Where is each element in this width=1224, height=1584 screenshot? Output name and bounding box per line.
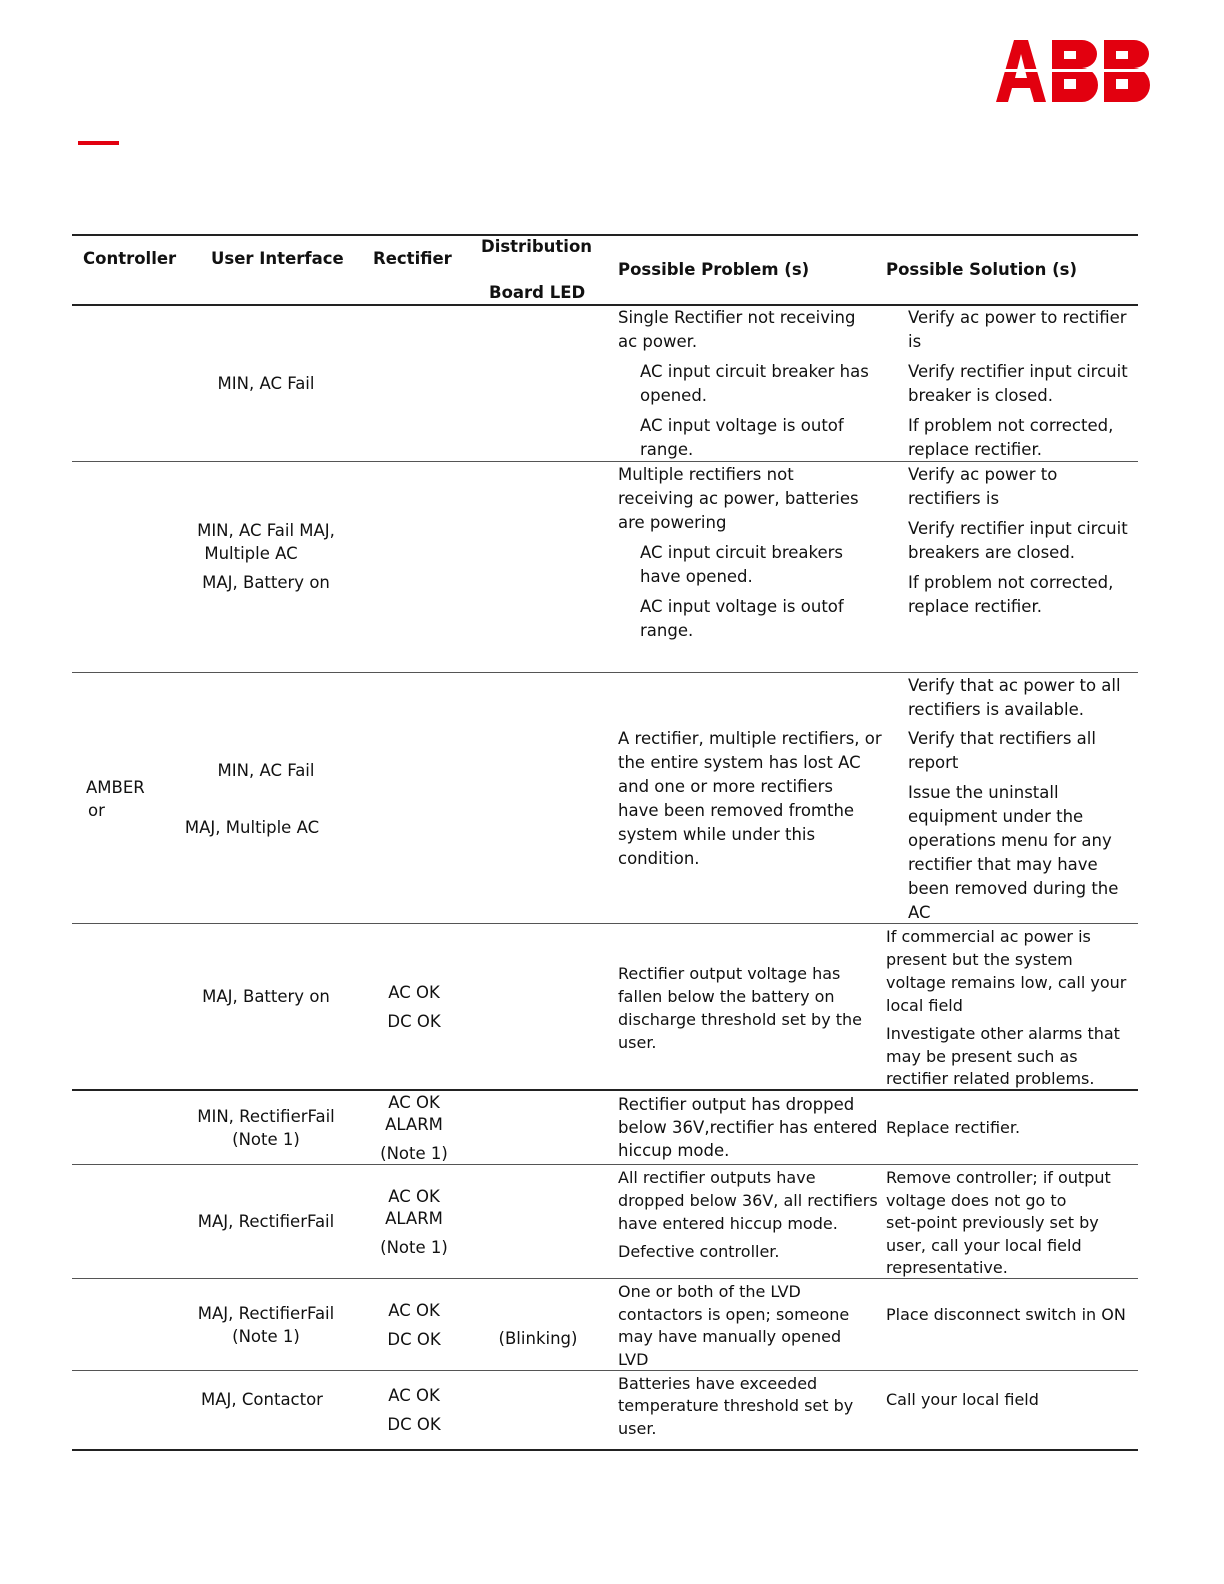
table-cell-problem: AC input voltage is outof	[640, 597, 844, 616]
table-cell-problem: range.	[640, 440, 694, 459]
header-possible-problems: Possible Problem (s)	[618, 260, 810, 279]
table-cell-ui: MAJ, RectifierFail	[197, 1212, 335, 1231]
table-cell-rectifier: DC OK	[387, 1330, 441, 1349]
table-cell-solution: breaker is closed.	[908, 386, 1053, 405]
table-top-rule	[72, 234, 1138, 236]
table-cell-solution: rectifier that may have	[908, 855, 1098, 874]
table-cell-problem: ac power.	[618, 332, 698, 351]
table-cell-problem: All rectifier outputs have	[618, 1168, 816, 1187]
table-cell-solution: may be present such as	[886, 1047, 1078, 1066]
table-cell-problem: discharge threshold set by the	[618, 1010, 863, 1029]
table-cell-solution: present but the system	[886, 950, 1073, 969]
table-cell-solution: If commercial ac power is	[886, 927, 1091, 946]
table-cell-ui: MIN, AC Fail	[217, 374, 315, 393]
table-cell-ui: MIN, AC Fail	[217, 761, 315, 780]
table-cell-problem: AC input voltage is outof	[640, 416, 844, 435]
table-cell-problem: user.	[618, 1033, 657, 1052]
table-cell-problem: may have manually opened	[618, 1327, 842, 1346]
table-cell-ui: (Note 1)	[232, 1130, 300, 1149]
table-cell-ui: MAJ, Contactor	[201, 1390, 323, 1409]
table-cell-ui: MIN, RectifierFail	[197, 1107, 335, 1126]
table-cell-problem: dropped below 36V, all rectifiers	[618, 1191, 878, 1210]
table-cell-problem: temperature threshold set by	[618, 1396, 854, 1415]
table-cell-rectifier: AC OK	[388, 1386, 440, 1405]
header-user-interface: User Interface	[211, 249, 344, 268]
table-cell-problem: user.	[618, 1419, 657, 1438]
table-cell-ui: MAJ, Battery on	[202, 987, 330, 1006]
header-possible-solutions: Possible Solution (s)	[886, 260, 1078, 279]
table-cell-ui: MAJ, Battery on	[202, 573, 330, 592]
table-cell-solution: rectifiers is	[908, 489, 1000, 508]
table-cell-problem: opened.	[640, 386, 708, 405]
table-cell-solution: Verify that ac power to all	[908, 676, 1121, 695]
table-cell-problem: Rectifier output has dropped	[618, 1095, 855, 1114]
row-divider	[72, 1164, 1138, 1165]
table-cell-rectifier: (Note 1)	[380, 1238, 448, 1257]
table-cell-rectifier: DC OK	[387, 1012, 441, 1031]
table-cell-problem: fallen below the battery on	[618, 987, 835, 1006]
row-divider	[72, 923, 1138, 924]
table-cell-solution: local field	[886, 996, 963, 1015]
table-cell-solution: Verify ac power to	[908, 465, 1058, 484]
table-cell-problem: condition.	[618, 849, 700, 868]
table-cell-rectifier: AC OK	[388, 1301, 440, 1320]
table-cell-solution: rectifier related problems.	[886, 1069, 1095, 1088]
table-cell-problem: Single Rectifier not receiving	[618, 308, 856, 327]
table-cell-solution: Place disconnect switch in ON	[886, 1305, 1126, 1324]
table-cell-problem: have been removed fromthe	[618, 801, 855, 820]
row-divider	[72, 672, 1138, 673]
table-cell-solution: been removed during the	[908, 879, 1119, 898]
table-cell-solution: Verify that rectifiers all	[908, 729, 1096, 748]
table-cell-problem: range.	[640, 621, 694, 640]
table-cell-problem: below 36V,rectifier has entered	[618, 1118, 878, 1137]
table-cell-solution: replace rectifier.	[908, 440, 1042, 459]
table-cell-problem: hiccup mode.	[618, 1141, 730, 1160]
table-cell-solution: replace rectifier.	[908, 597, 1042, 616]
table-cell-problem: have opened.	[640, 567, 753, 586]
table-cell-rectifier: AC OK	[388, 983, 440, 1002]
table-cell-solution: breakers are closed.	[908, 543, 1076, 562]
table-cell-solution: Verify rectifier input circuit	[908, 362, 1128, 381]
table-cell-rectifier: ALARM	[385, 1209, 443, 1228]
abb-logo	[996, 40, 1156, 102]
row-divider	[72, 1370, 1138, 1371]
table-cell-problem: have entered hiccup mode.	[618, 1214, 838, 1233]
table-cell-rectifier: AC OK	[388, 1093, 440, 1112]
table-cell-problem: One or both of the LVD	[618, 1282, 801, 1301]
table-cell-problem: Rectifier output voltage has	[618, 964, 841, 983]
table-cell-solution: report	[908, 753, 959, 772]
table-cell-ui: (Note 1)	[232, 1327, 300, 1346]
table-cell-solution: Investigate other alarms that	[886, 1024, 1120, 1043]
table-cell-problem: LVD	[618, 1350, 649, 1369]
table-cell-rectifier: ALARM	[385, 1115, 443, 1134]
header-controller: Controller	[83, 249, 177, 268]
table-cell-distribution: (Blinking)	[498, 1329, 578, 1348]
table-cell-solution: operations menu for any	[908, 831, 1112, 850]
table-cell-solution: set-point previously set by	[886, 1213, 1099, 1232]
table-bottom-rule	[72, 1449, 1138, 1451]
header-board-led: Board LED	[489, 283, 586, 302]
table-cell-solution: Verify ac power to rectifier	[908, 308, 1127, 327]
table-cell-solution: If problem not corrected,	[908, 573, 1114, 592]
table-cell-problem: the entire system has lost AC	[618, 753, 861, 772]
table-cell-solution: equipment under the	[908, 807, 1084, 826]
table-cell-ui: Multiple AC	[204, 544, 298, 563]
accent-bar	[78, 141, 119, 145]
table-cell-controller: or	[88, 801, 105, 820]
table-cell-ui: MAJ, RectifierFail	[197, 1304, 335, 1323]
table-cell-problem: and one or more rectifiers	[618, 777, 833, 796]
table-cell-solution: voltage remains low, call your	[886, 973, 1127, 992]
table-cell-solution: is	[908, 332, 922, 351]
table-cell-problem: contactors is open; someone	[618, 1305, 850, 1324]
table-cell-problem: system while under this	[618, 825, 816, 844]
table-cell-solution: If problem not corrected,	[908, 416, 1114, 435]
table-cell-problem: are powering	[618, 513, 727, 532]
table-cell-problem: A rectifier, multiple rectifiers, or	[618, 729, 882, 748]
table-cell-solution: Call your local field	[886, 1390, 1039, 1409]
table-cell-problem: AC input circuit breaker has	[640, 362, 869, 381]
table-cell-problem: Defective controller.	[618, 1242, 780, 1261]
table-cell-solution: Issue the uninstall	[908, 783, 1059, 802]
table-cell-problem: Multiple rectifiers not	[618, 465, 794, 484]
table-cell-rectifier: AC OK	[388, 1187, 440, 1206]
table-cell-controller: AMBER	[86, 778, 145, 797]
table-cell-solution: voltage does not go to	[886, 1191, 1067, 1210]
table-cell-solution: Verify rectifier input circuit	[908, 519, 1128, 538]
table-cell-problem: Batteries have exceeded	[618, 1374, 818, 1393]
table-cell-rectifier: DC OK	[387, 1415, 441, 1434]
table-cell-problem: AC input circuit breakers	[640, 543, 844, 562]
table-cell-ui: MAJ, Multiple AC	[184, 818, 320, 837]
table-cell-solution: AC	[908, 903, 931, 922]
table-cell-problem: receiving ac power, batteries	[618, 489, 859, 508]
table-cell-solution: rectifiers is available.	[908, 700, 1085, 719]
header-rectifier: Rectifier	[373, 249, 452, 268]
table-cell-solution: user, call your local field	[886, 1236, 1082, 1255]
table-cell-solution: representative.	[886, 1258, 1008, 1277]
header-distribution: Distribution	[481, 237, 593, 256]
table-cell-solution: Replace rectifier.	[886, 1118, 1021, 1137]
table-cell-ui: MIN, AC Fail MAJ,	[197, 521, 335, 540]
table-cell-solution: Remove controller; if output	[886, 1168, 1111, 1187]
table-cell-rectifier: (Note 1)	[380, 1144, 448, 1163]
